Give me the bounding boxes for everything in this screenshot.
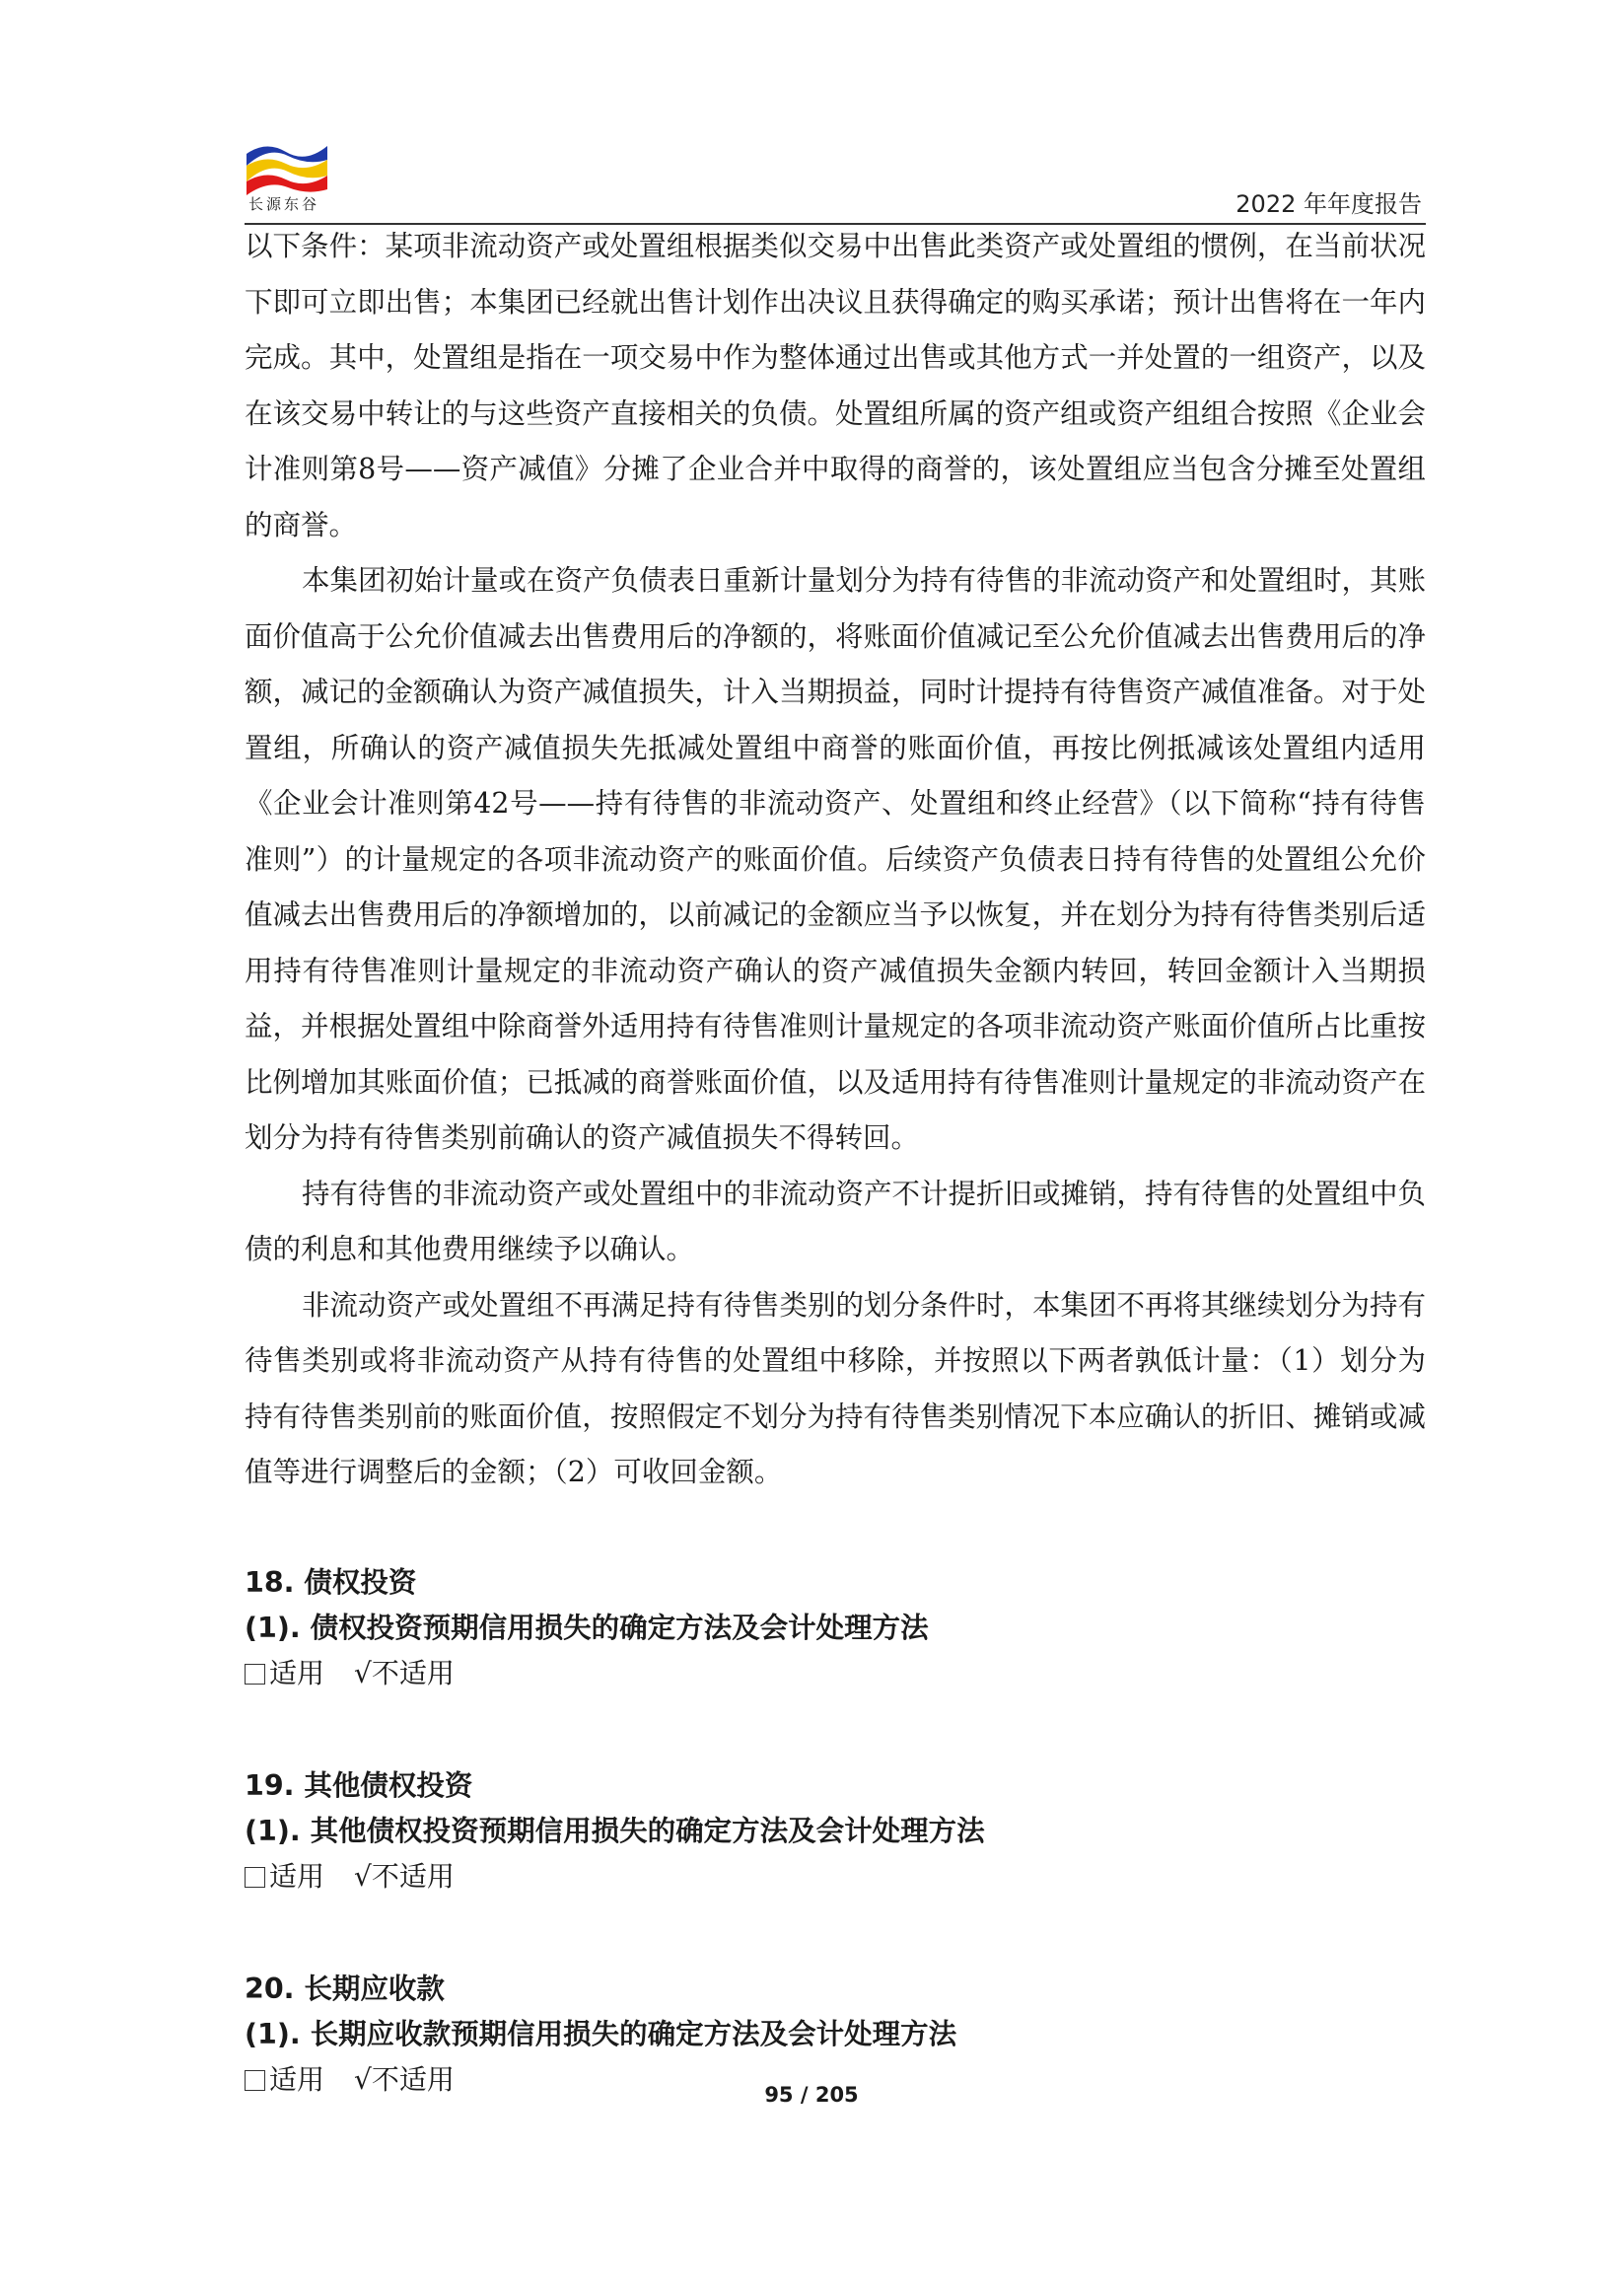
paragraph-impairment: 本集团初始计量或在资产负债表日重新计量划分为持有待售的非流动资产和处置组时，其账面价值高于公允价值减去出售费用后的净额的，将账面价值减记至公允价值减去出售费用后的净额，减记的金额确认为资产减值损失，计入当期损益，同时计提持有待售资产减值准备。对于处置组，所确认的资产减值损失先抵减处置组中商誉的账面价值，再按比例抵减该处置组内适用《企业会计准则第42号——持有待售的非流动资产、处置组和终止经营》（以下简称“持有待售准则”）的计量规定的各项非流动资产的账面价值。后续资产负债表日持有待售的处置组公允价值减去出售费用后的净额增加的，以前减记的金额应当予以恢复，并在划分为持有待售类别后适用持有待售准则计量规定的非流动资产确认的资产减值损失金额内转回，转回金额计入当期损益，并根据处置组中除商誉外适用持有待售准则计量规定的各项非流动资产账面价值所占比重按比例增加其账面价值；已抵减的商誉账面价值，以及适用持有待售准则计量规定的非流动资产在划分为持有待售类别前确认的资产减值损失不得转回。 bbox=[245, 564, 1427, 1154]
section-subtitle: (1). 其他债权投资预期信用损失的确定方法及会计处理方法 bbox=[245, 1814, 985, 1847]
option-not-applicable: √不适用 bbox=[354, 1656, 455, 1689]
paragraph-depreciation: 持有待售的非流动资产或处置组中的非流动资产不计提折旧或摊销，持有待售的处置组中负债的利息和其他费用继续予以确认。 bbox=[245, 1177, 1427, 1265]
unchecked-box-icon bbox=[245, 1664, 265, 1685]
section-long-term-receivables bbox=[245, 1967, 1426, 2103]
option-applicable: 适用 bbox=[269, 1656, 325, 1689]
applicability-options bbox=[245, 1651, 1426, 1696]
paragraph-continued: 以下条件：某项非流动资产或处置组根据类似交易中出售此类资产或处置组的惯例，在当前状况下即可立即出售；本集团已经就出售计划作出决议且获得确定的购买承诺；预计出售将在一年内完成。其中，处置组是指在一项交易中作为整体通过出售或其他方式一并处置的一组资产，以及在该交易中转让的与这些资产直接相关的负债。处置组所属的资产组或资产组组合按照《企业会计准则第8号——资产减值》分摊了企业合并中取得的商誉的，该处置组应当包含分摊至处置组的商誉。 bbox=[245, 230, 1426, 541]
report-title: 2022 年年度报告 bbox=[1235, 190, 1422, 218]
paragraph-reclassification: 非流动资产或处置组不再满足持有待售类别的划分条件时，本集团不再将其继续划分为持有待售类别或将非流动资产从持有待售的处置组中移除，并按照以下两者孰低计量：（1）划分为持有待售类别前的账面价值，按照假定不划分为持有待售类别情况下本应确认的折旧、摊销或减值等进行调整后的金额；（2）可收回金额。 bbox=[245, 1288, 1427, 1488]
section-other-debt-investment bbox=[245, 1763, 1426, 1900]
page-number: 95 / 205 bbox=[764, 2083, 859, 2107]
applicability-options bbox=[245, 1854, 1426, 1900]
logo-text: 长源东谷 bbox=[248, 195, 320, 213]
section-title: 19. 其他债权投资 bbox=[245, 1768, 473, 1802]
sections-list bbox=[245, 1560, 1426, 2103]
unchecked-box-icon bbox=[245, 1867, 265, 1888]
section-debt-investment bbox=[245, 1560, 1426, 1696]
section-title: 18. 债权投资 bbox=[245, 1565, 417, 1599]
section-subtitle: (1). 长期应收款预期信用损失的确定方法及会计处理方法 bbox=[245, 2017, 957, 2050]
section-subtitle: (1). 债权投资预期信用损失的确定方法及会计处理方法 bbox=[245, 1611, 929, 1644]
option-applicable: 适用 bbox=[269, 1859, 325, 1893]
page-header bbox=[245, 128, 1426, 225]
option-applicable: 适用 bbox=[269, 2062, 325, 2096]
page-content bbox=[245, 219, 1426, 2103]
option-not-applicable: √不适用 bbox=[354, 2062, 455, 2096]
section-title: 20. 长期应收款 bbox=[245, 1972, 445, 2005]
option-not-applicable: √不适用 bbox=[354, 1859, 455, 1893]
